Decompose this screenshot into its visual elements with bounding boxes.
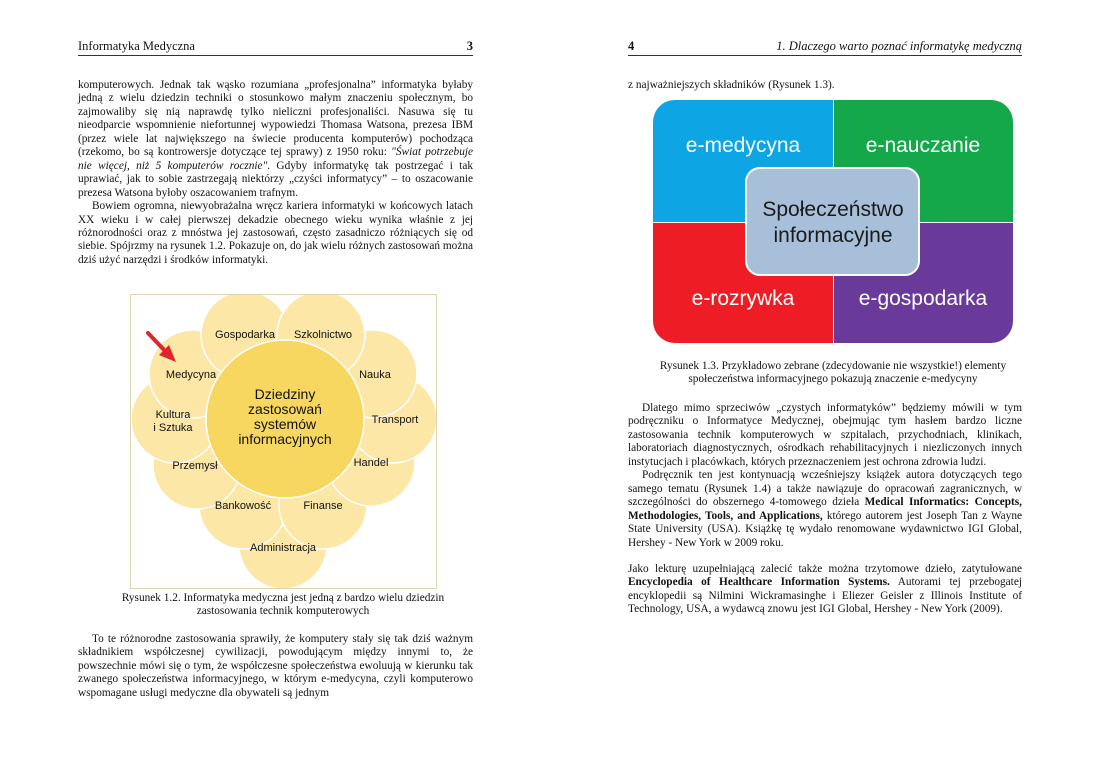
caption-line: Rysunek 1.3. Przykładowo zebrane (zdecydowanie nie wszystkie!) elementy xyxy=(659,360,1007,372)
label-e-rozrywka: e-rozrywka xyxy=(691,287,795,310)
label-e-gospodarka: e-gospodarka xyxy=(858,287,988,310)
paragraph: To te różnorodne zastosowania sprawiły, że komputery stały się tak dziś ważnym składnikiem współczesnej cywilizacji, powodującym między innymi to, że powszechnie mówi się o tym, że współczesne społeczeństwa ewoluują w kierunku tak zwanego społeczeństwa informacyjnego, w którym e-medycyna, czyli komputerowo wspomagane usługi medyczne dla obywateli są jednym xyxy=(78,633,473,699)
paragraph: z najważniejszych składników (Rysunek 1.3). xyxy=(628,79,835,91)
figure-1-3-caption xyxy=(628,360,1038,387)
paragraph: Jako lekturę uzupełniającą zalecić także można trzytomowe dzieło, zatytułowane Encyclopedia of Healthcare Information Systems. Autorami tej przebogatej encyklopedii są Nilmini Wickramasinghe i Eliezer Geisler z Illinois Institute of Technology, USA, a wydawcą znowu jest IGI Global, Hershey - New York (2009). xyxy=(628,562,1022,616)
left-bottom-text xyxy=(78,633,473,700)
label-kultura-2: i Sztuka xyxy=(153,422,193,434)
center-line-2: informacyjne xyxy=(773,224,893,247)
right-header-title: 1. Dlaczego warto poznać informatykę medyczną xyxy=(776,39,1022,53)
paragraph: Bowiem ogromna, niewyobrażalna wręcz kariera informatyki w końcowych latach XX wieku i w całej pierwszej dekadzie obecnego wieku wynika właśnie z jej różnorodności oraz z mnóstwa jej zastosowań, często zasadniczo różniących się od siebie. Spójrzmy na rysunek 1.2. Pokazuje on, do jak wielu różnych zastosowań można dziś użyć narzędzi i środków informatyki. xyxy=(78,200,473,266)
label-e-medycyna: e-medycyna xyxy=(685,134,801,157)
center-line-2: zastosowań xyxy=(248,401,322,417)
center-line-1: Społeczeństwo xyxy=(762,198,904,221)
left-top-text xyxy=(78,79,473,267)
figure-1-2 xyxy=(130,294,437,589)
label-bankowosc: Bankowość xyxy=(214,500,272,512)
right-main-text xyxy=(628,402,1022,617)
paragraph: Podręcznik ten jest kontynuacją wcześniejszy książek autora dotyczących tego samego tematu (Rysunek 1.4) a także nawiązuje do opracowań zagranicznych, w szczególności do obszernego 4-tomowego dzieła Medical Informatics: Concepts, Methodologies, Tools, and Applications, którego autorem jest Joseph Tan z Wayne State University (USA). Książkę tę wydało renomowane wydawnictwo IGI Global, Hershey - New York w 2009 roku. xyxy=(628,469,1022,549)
label-kultura-1: Kultura xyxy=(155,409,191,421)
caption-line: Rysunek 1.2. Informatyka medyczna jest jedną z bardzo wielu dziedzin xyxy=(121,592,445,604)
label-szkolnictwo: Szkolnictwo xyxy=(293,329,353,341)
center-line-1: Dziedziny xyxy=(254,386,316,402)
label-finanse: Finanse xyxy=(303,500,343,512)
paragraph: komputerowych. Jednak tak wąsko rozumiana „profesjonalna” informatyka byłaby jedną z wielu dziedzin techniki o stosunkowo małym znaczeniu społecznym, bo zajmowaliby się nią naprawdę tylko nieliczni profesjonaliści. Nasuwa się tu nieodparcie wspomnienie niefortunnej wypowiedzi Thomasa Watsona, prezesa IBM (przez wiele lat największego na świecie producenta komputerów) pochodząca (rzekomo, bo są kontrowersje dotyczące tej sprawy) z 1950 roku: "Świat potrzebuje nie więcej, niż 5 komputerów rocznie". Gdyby informatykę tak postrzegać i tak uprawiać, jak to sobie zastrzegają niektórzy „czyści informatycy” – to oszacowanie prezesa Watsona byłoby oszacowaniem trafnym. xyxy=(78,79,473,199)
label-gospodarka: Gospodarka xyxy=(215,329,275,341)
paragraph: Dlatego mimo sprzeciwów „czystych informatyków” będziemy mówili w tym podręczniku o Informatyce Medycznej, obejmując tym hasłem bardzo liczne zastosowania technik komputerowych w szpitalach, przychodniach, klinikach, laboratoriach diagnostycznych, ośrodkach rehabilitacyjnych i niezliczonych innych instytucjach i placówkach, których przeznaczeniem jest ochrona zdrowia ludzi. xyxy=(628,402,1022,468)
label-administracja: Administracja xyxy=(249,542,317,554)
figure-1-2-caption xyxy=(78,592,488,619)
label-nauka: Nauka xyxy=(359,369,391,381)
flower-diagram xyxy=(131,295,436,588)
left-page-header xyxy=(78,40,473,56)
right-page-number: 4 xyxy=(628,39,635,53)
right-page xyxy=(550,0,1100,781)
left-page-number: 3 xyxy=(466,39,473,53)
label-medycyna: Medycyna xyxy=(165,369,217,381)
center-line-4: informacyjnych xyxy=(238,431,332,447)
label-handel: Handel xyxy=(353,457,389,469)
information-society-diagram xyxy=(653,100,1013,343)
center-line-3: systemów xyxy=(253,416,317,432)
left-header-title: Informatyka Medyczna xyxy=(78,39,195,53)
right-page-header xyxy=(628,40,1022,56)
label-e-nauczanie: e-nauczanie xyxy=(865,134,981,157)
center-box xyxy=(746,168,919,275)
right-intro-text xyxy=(628,79,1022,92)
label-przemysl: Przemysł xyxy=(172,460,218,472)
figure-1-3 xyxy=(653,100,1013,343)
caption-line: zastosowania technik komputerowych xyxy=(196,605,370,618)
caption-line: społeczeństwa informacyjnego pokazują znaczenie e-medycyny xyxy=(688,373,978,386)
label-transport: Transport xyxy=(371,414,419,426)
